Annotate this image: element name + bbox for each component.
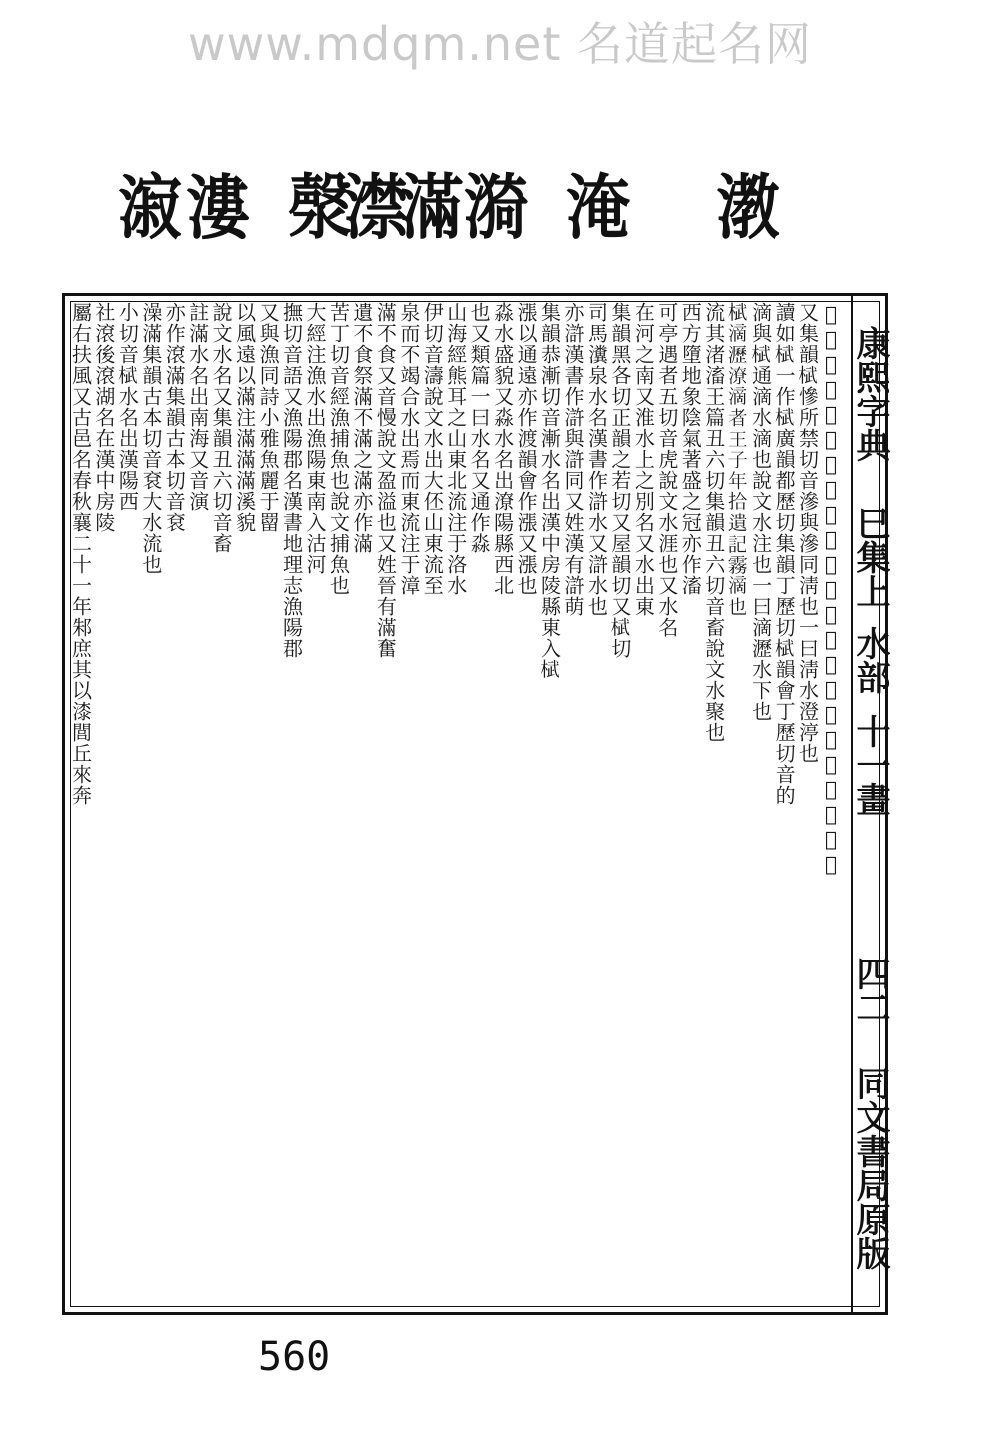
seal-char-3: 漀 [288,167,348,250]
text-column: 集韻恭漸切音漸水名出漢中房陵縣東入𣓸 [537,302,562,680]
seal-script-heading [0,165,1000,265]
book-title: 康熙字典 [850,326,890,462]
text-column: 小切音𣓸水名出漢陽西 [115,302,140,512]
seal-char-2: 漊 [186,167,246,250]
text-column: 遺不食祭滿不滿之滿亦作滿 [349,302,374,554]
text-column: 苦丁切音經漁捕魚也說文捕魚也 [326,302,351,596]
stroke-label: 十一畫 [850,714,890,816]
seal-char-8: 漖 [716,167,776,250]
text-column: 流其渚滀王篇丑六切集韻丑六切音畜說文水聚也 [701,302,726,743]
seal-char-6: 漪 [464,167,524,250]
text-column: 集韻黑各切正韻之若切又屋韻切又𣓸切 [607,302,632,659]
text-column: 以風遠以滿注滿滿滿溪貌 [232,302,257,533]
radical-label: 水部 [850,626,890,694]
text-column: 𣓸滴瀝潦滴者王子年拾遺記霧滴也 [725,302,750,617]
text-column: 西方墮地象陰氣著盛之冠亦作滀 [678,302,703,596]
text-column: 撫切音語又漁陽郡名漢書地理志漁陽郡 [279,302,304,659]
text-column: 山海經熊耳之山東北流注于洛水 [443,302,468,596]
text-column: 也又類篇一曰水名又通作淼 [467,302,492,554]
text-column: 漲以通遠亦作渡韻會作漲又漲也 [514,302,539,596]
text-column: 滴與𣓸通滴水滴也說文水注也一曰滴瀝水下也 [748,302,773,722]
publisher-label: 同文書局原版 [850,1066,890,1270]
dictionary-body [68,302,846,1306]
seal-char-7: 淹 [566,167,626,250]
text-column: 說文水名又集韻丑六切音畜 [209,302,234,554]
text-column: 亦滸漢書作滸與滸同又姓漢有滸萌 [560,302,585,617]
site-watermark: www.mdqm.net 名道起名网 [187,17,813,71]
text-column: 澡滿集韻古本切音袞大水流也 [138,302,163,575]
text-column: 又與漁同詩小雅魚麗于罶 [256,302,281,533]
text-column: 大經注漁水出漁陽東南入沽河 [302,302,327,575]
seal-char-4: 澿 [344,167,404,250]
seal-char-5: 滿 [400,167,460,250]
seal-char-1: 漃 [118,167,178,250]
text-column: 屬右扶風又古邑名春秋襄二十一年邾庶其以漆閭丘來奔 [68,302,93,806]
text-column: 又集韻𣓸慘所禁切音滲與滲同淸也一曰淸水澄渟也 [795,302,820,764]
text-column: 亦作滾滿集韻古本切音袞 [162,302,187,533]
text-column: 伊切音濤說文水出大伾山東流至 [420,302,445,596]
text-column: 泉而不竭合水出焉而東流注于漳 [396,302,421,596]
text-column: 可亭遇者五切音虎說文水涯也又水名 [654,302,679,638]
header-strip [850,296,890,1312]
section-label: 巳集上 [850,506,890,608]
text-column: 註滿水名出南海又音演 [185,302,210,512]
page-number: 560 [258,1334,331,1380]
text-column: 𦠡韻會丞眞切音森淋滲毛羽初生貌木華海賦鶴子淋滲 [818,302,843,877]
text-column: 司馬瀵泉水名漢書作滸水又滸水也 [584,302,609,617]
leaf-number: 四二 [850,956,890,1024]
text-column: 淼水盛貌又淼水名出潦陽縣西北 [490,302,515,596]
text-column: 社滾後滾湖名在漢中房陵 [91,302,116,533]
text-column: 在河之南又淮水上之別名又水出東 [631,302,656,617]
text-column: 滿不食又音慢說文盈溢也又姓晉有滿奮 [373,302,398,659]
text-column: 讀如𣓸一作𣓸廣韻都歷切集韻丁歷切𣓸韻會丁歷切音的 [772,302,797,806]
